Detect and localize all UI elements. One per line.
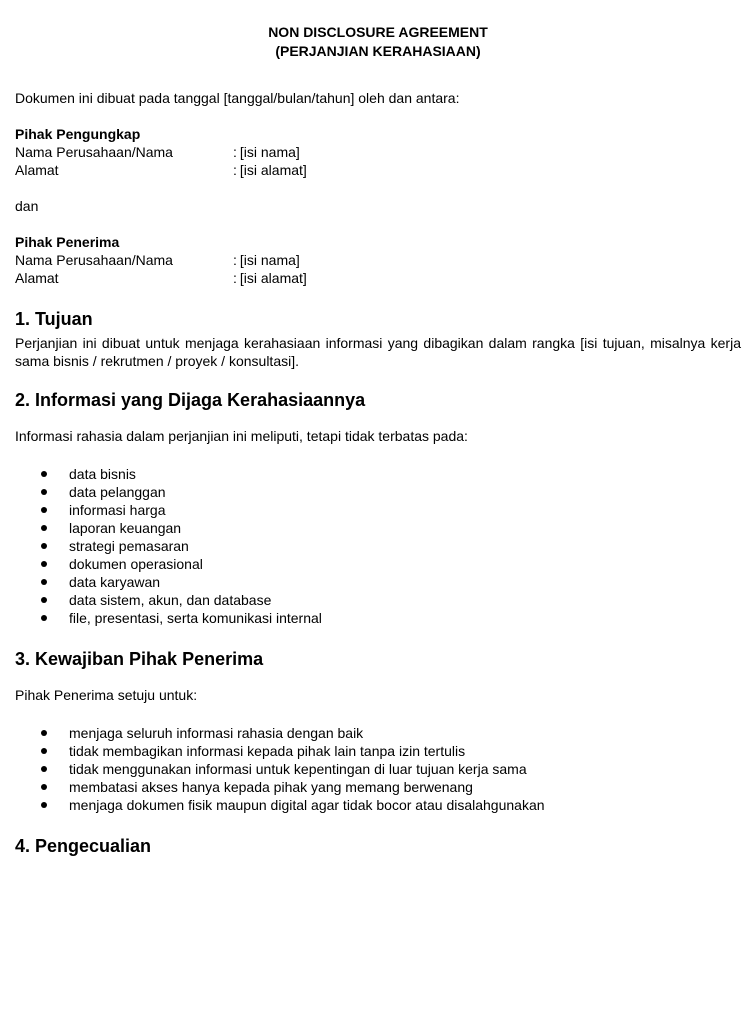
list-item-text: data sistem, akun, dan database xyxy=(69,592,272,608)
section-text-kewajiban: Pihak Penerima setuju untuk: xyxy=(15,687,198,703)
bullet-icon xyxy=(41,615,47,621)
list-item xyxy=(15,742,741,760)
bullet-icon xyxy=(41,748,47,754)
document-page xyxy=(15,0,741,857)
list-item xyxy=(15,796,741,814)
recipient-address-row xyxy=(15,269,741,287)
list-item-text: data pelanggan xyxy=(69,484,166,500)
section-heading-pengecualian: 4. Pengecualian xyxy=(15,836,152,856)
list-item-text: data karyawan xyxy=(69,574,161,590)
bullet-icon xyxy=(41,489,47,495)
list-item xyxy=(15,609,741,627)
list-item xyxy=(15,519,741,537)
bullet-icon xyxy=(41,507,47,513)
section-heading-kewajiban: 3. Kewajiban Pihak Penerima xyxy=(15,649,264,669)
document-title xyxy=(0,23,756,61)
list-item xyxy=(15,573,741,591)
list-item-text: tidak membagikan informasi kepada pihak lain tanpa izin tertulis xyxy=(69,743,466,759)
bullet-icon xyxy=(41,730,47,736)
confidential-info-list xyxy=(15,465,741,627)
field-separator: : xyxy=(233,144,237,160)
title-line-1: NON DISCLOSURE AGREEMENT xyxy=(268,24,488,40)
field-value: [isi alamat] xyxy=(239,162,307,178)
list-item xyxy=(15,501,741,519)
discloser-name-row xyxy=(15,143,741,161)
list-item-text: membatasi akses hanya kepada pihak yang memang berwenang xyxy=(69,779,473,795)
bullet-icon xyxy=(41,766,47,772)
bullet-icon xyxy=(41,471,47,477)
list-item-text: strategi pemasaran xyxy=(69,538,189,554)
field-separator: : xyxy=(233,252,237,268)
list-item-text: dokumen operasional xyxy=(69,556,203,572)
list-item xyxy=(15,760,741,778)
bullet-icon xyxy=(41,597,47,603)
list-item xyxy=(15,555,741,573)
field-label: Alamat xyxy=(15,270,59,286)
section-text-tujuan: Perjanjian ini dibuat untuk menjaga kerahasiaan informasi yang dibagikan dalam rangka [isi tujuan, misalnya kerja sama bisnis / rekrutmen / proyek / konsultasi]. xyxy=(15,335,741,369)
bullet-icon xyxy=(41,784,47,790)
intro-paragraph: Dokumen ini dibuat pada tanggal [tanggal/bulan/tahun] oleh dan antara: xyxy=(15,90,460,106)
field-value: [isi nama] xyxy=(239,252,300,268)
field-label: Alamat xyxy=(15,162,59,178)
section-heading-tujuan: 1. Tujuan xyxy=(15,309,93,329)
list-item-text: file, presentasi, serta komunikasi internal xyxy=(69,610,322,626)
bullet-icon xyxy=(41,543,47,549)
list-item-text: informasi harga xyxy=(69,502,166,518)
title-line-2: (PERJANJIAN KERAHASIAAN) xyxy=(275,43,481,59)
field-separator: : xyxy=(233,270,237,286)
recipient-heading: Pihak Penerima xyxy=(15,234,120,250)
list-item xyxy=(15,778,741,796)
field-label: Nama Perusahaan/Nama xyxy=(15,144,173,160)
list-item xyxy=(15,483,741,501)
list-item xyxy=(15,724,741,742)
obligations-list xyxy=(15,724,741,814)
and-text: dan xyxy=(15,198,39,214)
section-heading-informasi: 2. Informasi yang Dijaga Kerahasiaannya xyxy=(15,390,366,410)
list-item-text: laporan keuangan xyxy=(69,520,182,536)
field-label: Nama Perusahaan/Nama xyxy=(15,252,173,268)
bullet-icon xyxy=(41,802,47,808)
section-text-informasi: Informasi rahasia dalam perjanjian ini meliputi, tetapi tidak terbatas pada: xyxy=(15,428,468,444)
bullet-icon xyxy=(41,525,47,531)
field-value: [isi nama] xyxy=(239,144,300,160)
bullet-icon xyxy=(41,561,47,567)
recipient-name-row xyxy=(15,251,741,269)
list-item xyxy=(15,537,741,555)
list-item xyxy=(15,465,741,483)
list-item-text: tidak menggunakan informasi untuk kepentingan di luar tujuan kerja sama xyxy=(69,761,527,777)
list-item xyxy=(15,591,741,609)
list-item-text: menjaga dokumen fisik maupun digital agar tidak bocor atau disalahgunakan xyxy=(69,797,545,813)
list-item-text: menjaga seluruh informasi rahasia dengan baik xyxy=(69,725,364,741)
discloser-address-row xyxy=(15,161,741,179)
field-value: [isi alamat] xyxy=(239,270,307,286)
discloser-heading: Pihak Pengungkap xyxy=(15,126,141,142)
list-item-text: data bisnis xyxy=(69,466,136,482)
bullet-icon xyxy=(41,579,47,585)
field-separator: : xyxy=(233,162,237,178)
